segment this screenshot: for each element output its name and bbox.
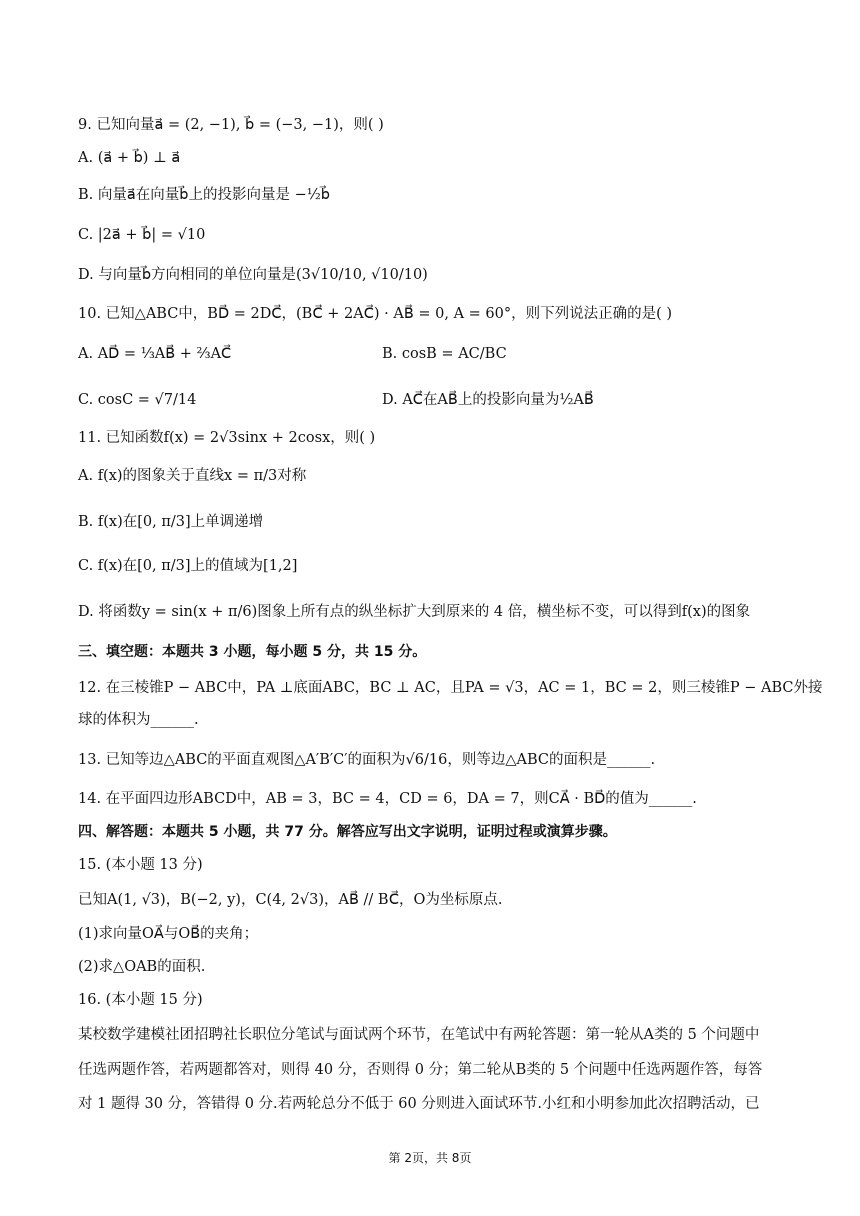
- question-15-part-1: (1)求向量OA⃗与OB⃗的夹角；: [78, 926, 259, 942]
- q9-option-d: D. 与向量b⃗方向相同的单位向量是(3√10/10, √10/10): [78, 267, 428, 283]
- question-12-cont: 球的体积为______.: [78, 712, 199, 728]
- question-16: 16. (本小题 15 分): [78, 992, 203, 1008]
- question-9: 9. 已知向量a⃗ = (2, −1), b⃗ = (−3, −1)，则( ): [78, 117, 384, 133]
- q11-option-a: A. f(x)的图象关于直线x = π/3对称: [78, 468, 307, 484]
- q11-option-b: B. f(x)在[0, π/3]上单调递增: [78, 514, 264, 530]
- page-footer: 第 2页，共 8页: [388, 1151, 472, 1165]
- q9-option-b: B. 向量a⃗在向量b⃗上的投影向量是 −½b⃗: [78, 187, 330, 203]
- q9-option-a: A. (a⃗ + b⃗) ⊥ a⃗: [78, 150, 181, 166]
- q10-option-c: C. cosC = √7/14: [78, 392, 197, 408]
- question-10: 10. 已知△ABC中，BD⃗ = 2DC⃗，(BC⃗ + 2AC⃗) · AB⃗ = 0, A = 60°，则下列说法正确的是( ): [78, 306, 673, 322]
- section-3-heading: 三、填空题：本题共 3 小题，每小题 5 分，共 15 分。: [78, 644, 427, 660]
- question-15-part-2: (2)求△OAB的面积.: [78, 959, 206, 975]
- q10-option-b: B. cosB = AC/BC: [382, 346, 507, 362]
- question-16-line-3: 对 1 题得 30 分，答错得 0 分.若两轮总分不低于 60 分则进入面试环节.小红和小明参加此次招聘活动，已: [78, 1096, 760, 1112]
- section-4-heading: 四、解答题：本题共 5 小题，共 77 分。解答应写出文字说明，证明过程或演算步骤。: [78, 824, 617, 840]
- question-14: 14. 在平面四边形ABCD中，AB = 3，BC = 4，CD = 6，DA = 7，则CA⃗ · BD⃗的值为______.: [78, 791, 697, 807]
- q10-option-d: D. AC⃗在AB⃗上的投影向量为½AB⃗: [382, 392, 594, 408]
- question-11: 11. 已知函数f(x) = 2√3sinx + 2cosx，则( ): [78, 430, 376, 446]
- q11-option-c: C. f(x)在[0, π/3]上的值域为[1,2]: [78, 558, 298, 574]
- question-15: 15. (本小题 13 分): [78, 857, 203, 873]
- q11-option-d: D. 将函数y = sin(x + π/6)图象上所有点的纵坐标扩大到原来的 4 倍，横坐标不变，可以得到f(x)的图象: [78, 604, 751, 620]
- question-15-stem: 已知A(1, √3)，B(−2, y)，C(4, 2√3)，AB⃗ // BC⃗，O为坐标原点.: [78, 892, 503, 908]
- question-16-line-2: 任选两题作答，若两题都答对，则得 40 分，否则得 0 分；第二轮从B类的 5 个问题中任选两题作答，每答: [78, 1062, 763, 1078]
- q10-option-a: A. AD⃗ = ⅓AB⃗ + ⅔AC⃗: [78, 346, 232, 362]
- question-12: 12. 在三棱锥P − ABC中，PA ⊥底面ABC，BC ⊥ AC，且PA = √3，AC = 1，BC = 2，则三棱锥P − ABC外接: [78, 680, 823, 696]
- question-13: 13. 已知等边△ABC的平面直观图△A′B′C′的面积为√6/16，则等边△ABC的面积是______.: [78, 752, 656, 768]
- question-16-line-1: 某校数学建模社团招聘社长职位分笔试与面试两个环节，在笔试中有两轮答题：第一轮从A类的 5 个问题中: [78, 1027, 760, 1043]
- q9-option-c: C. |2a⃗ + b⃗| = √10: [78, 227, 206, 243]
